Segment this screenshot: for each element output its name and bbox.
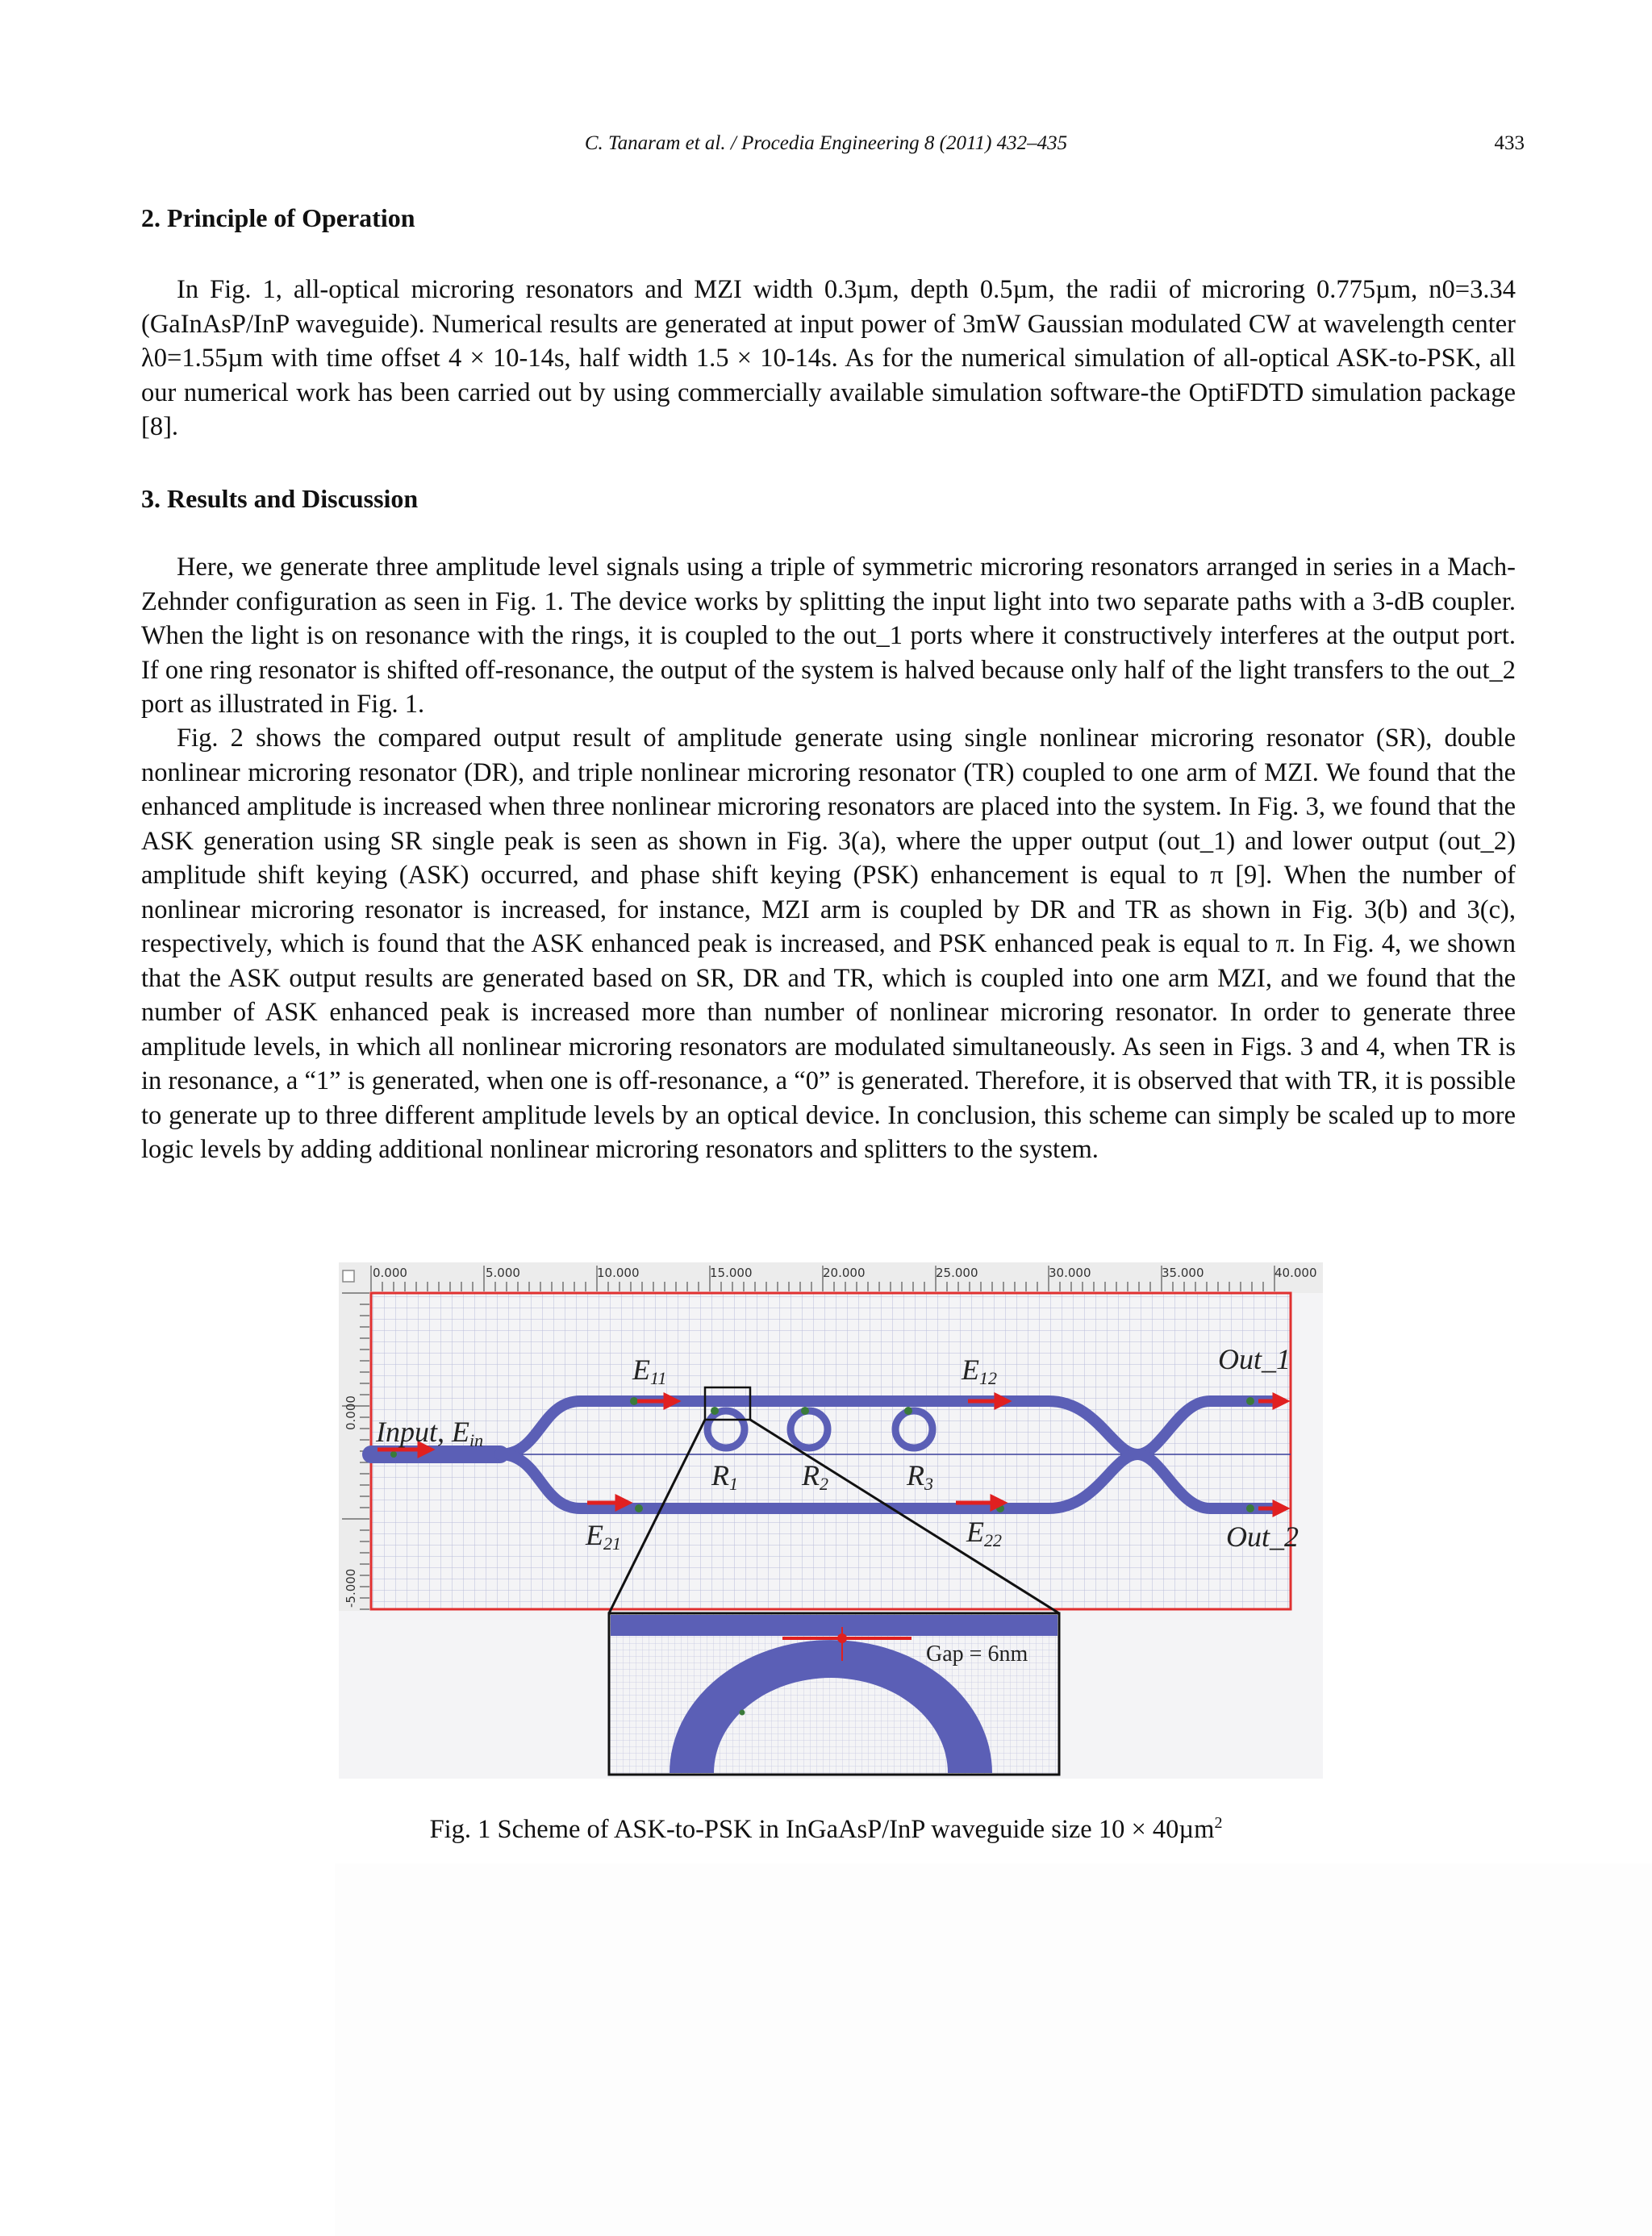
e12-label: E12 [962, 1354, 997, 1388]
ruler-label-vertical: -5.000 [344, 1568, 358, 1608]
left-ruler [339, 1262, 369, 1611]
paragraph-results-2: Fig. 2 shows the compared output result of amplitude generate using single nonlinear microring resonator (SR), double nonlinear microring resonator (DR), and triple nonlinear microring resonator (TR) coupled to one arm of MZI. We found that the enhanced amplitude is increased when three nonlinear microring resonators are placed into the system. In Fig. 3, we found that the ASK generation using SR single peak is seen as shown in Fig. 3(a), where the upper output (out_1) and lower output (out_2) amplitude shift keying (ASK) occurred, and phase shift keying (PSK) enhancement is equal to π [9]. When the number of nonlinear microring resonator is increased, for instance, MZI arm is coupled by DR and TR as shown in Fig. 3(b) and 3(c), respectively, which is found that the ASK enhanced peak is increased, and PSK enhanced peak is equal to π. In Fig. 4, we shown that the ASK output results are generated based on SR, DR and TR, which is coupled into one arm MZI, and we found that the number of ASK enhanced peak is increased more than number of nonlinear microring resonator. In order to generate three amplitude levels, in which all nonlinear microring resonators are modulated simultaneously. As seen in Figs. 3 and 4, when TR is in resonance, a “1” is generated, when one is off-resonance, a “0” is generated. Therefore, it is observed that with TR, it is possible to generate up to three different amplitude levels by an optical device. In conclusion, this scheme can simply be scaled up to more logic levels by adding additional nonlinear microring resonators and splitters to the system. [141, 724, 1516, 1164]
corner-checkbox [343, 1270, 354, 1282]
ring-r1-label: R1 [711, 1459, 738, 1494]
zoom-inset [609, 1613, 1059, 1775]
section-title-results: 3. Results and Discussion [141, 484, 419, 513]
gap-label: Gap = 6nm [926, 1642, 1028, 1667]
e22-label: E22 [966, 1516, 1002, 1550]
ruler-label: 40.000 [1274, 1266, 1317, 1280]
out1-label: Out_1 [1218, 1343, 1291, 1375]
ruler-label: 25.000 [936, 1266, 978, 1280]
ruler-label: 15.000 [710, 1266, 753, 1280]
ruler-label-vertical: 0.000 [344, 1395, 358, 1430]
ruler-label: 20.000 [823, 1266, 866, 1280]
ruler-label: 5.000 [486, 1266, 520, 1280]
input-label: Input, Ein [376, 1416, 484, 1450]
page-shade [335, 1863, 1652, 2236]
device-diagram [339, 1262, 1323, 1779]
section-title-principle: 2. Principle of Operation [141, 203, 415, 232]
e21-label: E21 [586, 1519, 621, 1554]
e11-label: E11 [632, 1354, 667, 1388]
ring-r2-label: R2 [802, 1459, 828, 1494]
paragraph-principle: In Fig. 1, all-optical microring resonators and MZI width 0.3µm, depth 0.5µm, the radii of microring 0.775µm, n0=3.34 (GaInAsP/InP waveguide). Numerical results are generated at input power of 3mW Gaussian modulated CW at wavelength center λ0=1.55µm with time offset 4 × 10-14s, half width 1.5 × 10-14s. As for the numerical simulation of all-optical ASK-to-PSK, all our numerical work has been carried out by using commercially available simulation software-the OptiFDTD simulation package [8]. [141, 275, 1516, 441]
caption-text: Fig. 1 Scheme of ASK-to-PSK in InGaAsP/InP waveguide size 10 × 40µm [429, 1815, 1215, 1844]
running-head [0, 129, 1652, 161]
out2-label: Out_2 [1226, 1521, 1299, 1553]
ruler-label: 0.000 [373, 1266, 407, 1280]
figure-caption [0, 1815, 1652, 1845]
paragraph-results-1: Here, we generate three amplitude level signals using a triple of symmetric microring resonators arranged in series in a Mach-Zehnder configuration as seen in Fig. 1. The device works by splitting the input light into two separate paths with a 3-dB coupler. When the light is on resonance with the rings, it is coupled to the out_1 ports where it constructively interferes at the output port. If one ring resonator is shifted off-resonance, the output of the system is halved because only half of the light transfers to the out_2 port as illustrated in Fig. 1. [141, 553, 1516, 719]
citation: C. Tanaram et al. / Procedia Engineering 8 (2011) 432–435 [584, 132, 1068, 154]
figure-1 [339, 1262, 1323, 1779]
page-number: 433 [1494, 132, 1525, 154]
ruler-label: 10.000 [597, 1266, 640, 1280]
caption-sup: 2 [1214, 1814, 1223, 1833]
ring-r3-label: R3 [907, 1459, 933, 1494]
ruler-label: 35.000 [1162, 1266, 1204, 1280]
ruler-label: 30.000 [1049, 1266, 1091, 1280]
